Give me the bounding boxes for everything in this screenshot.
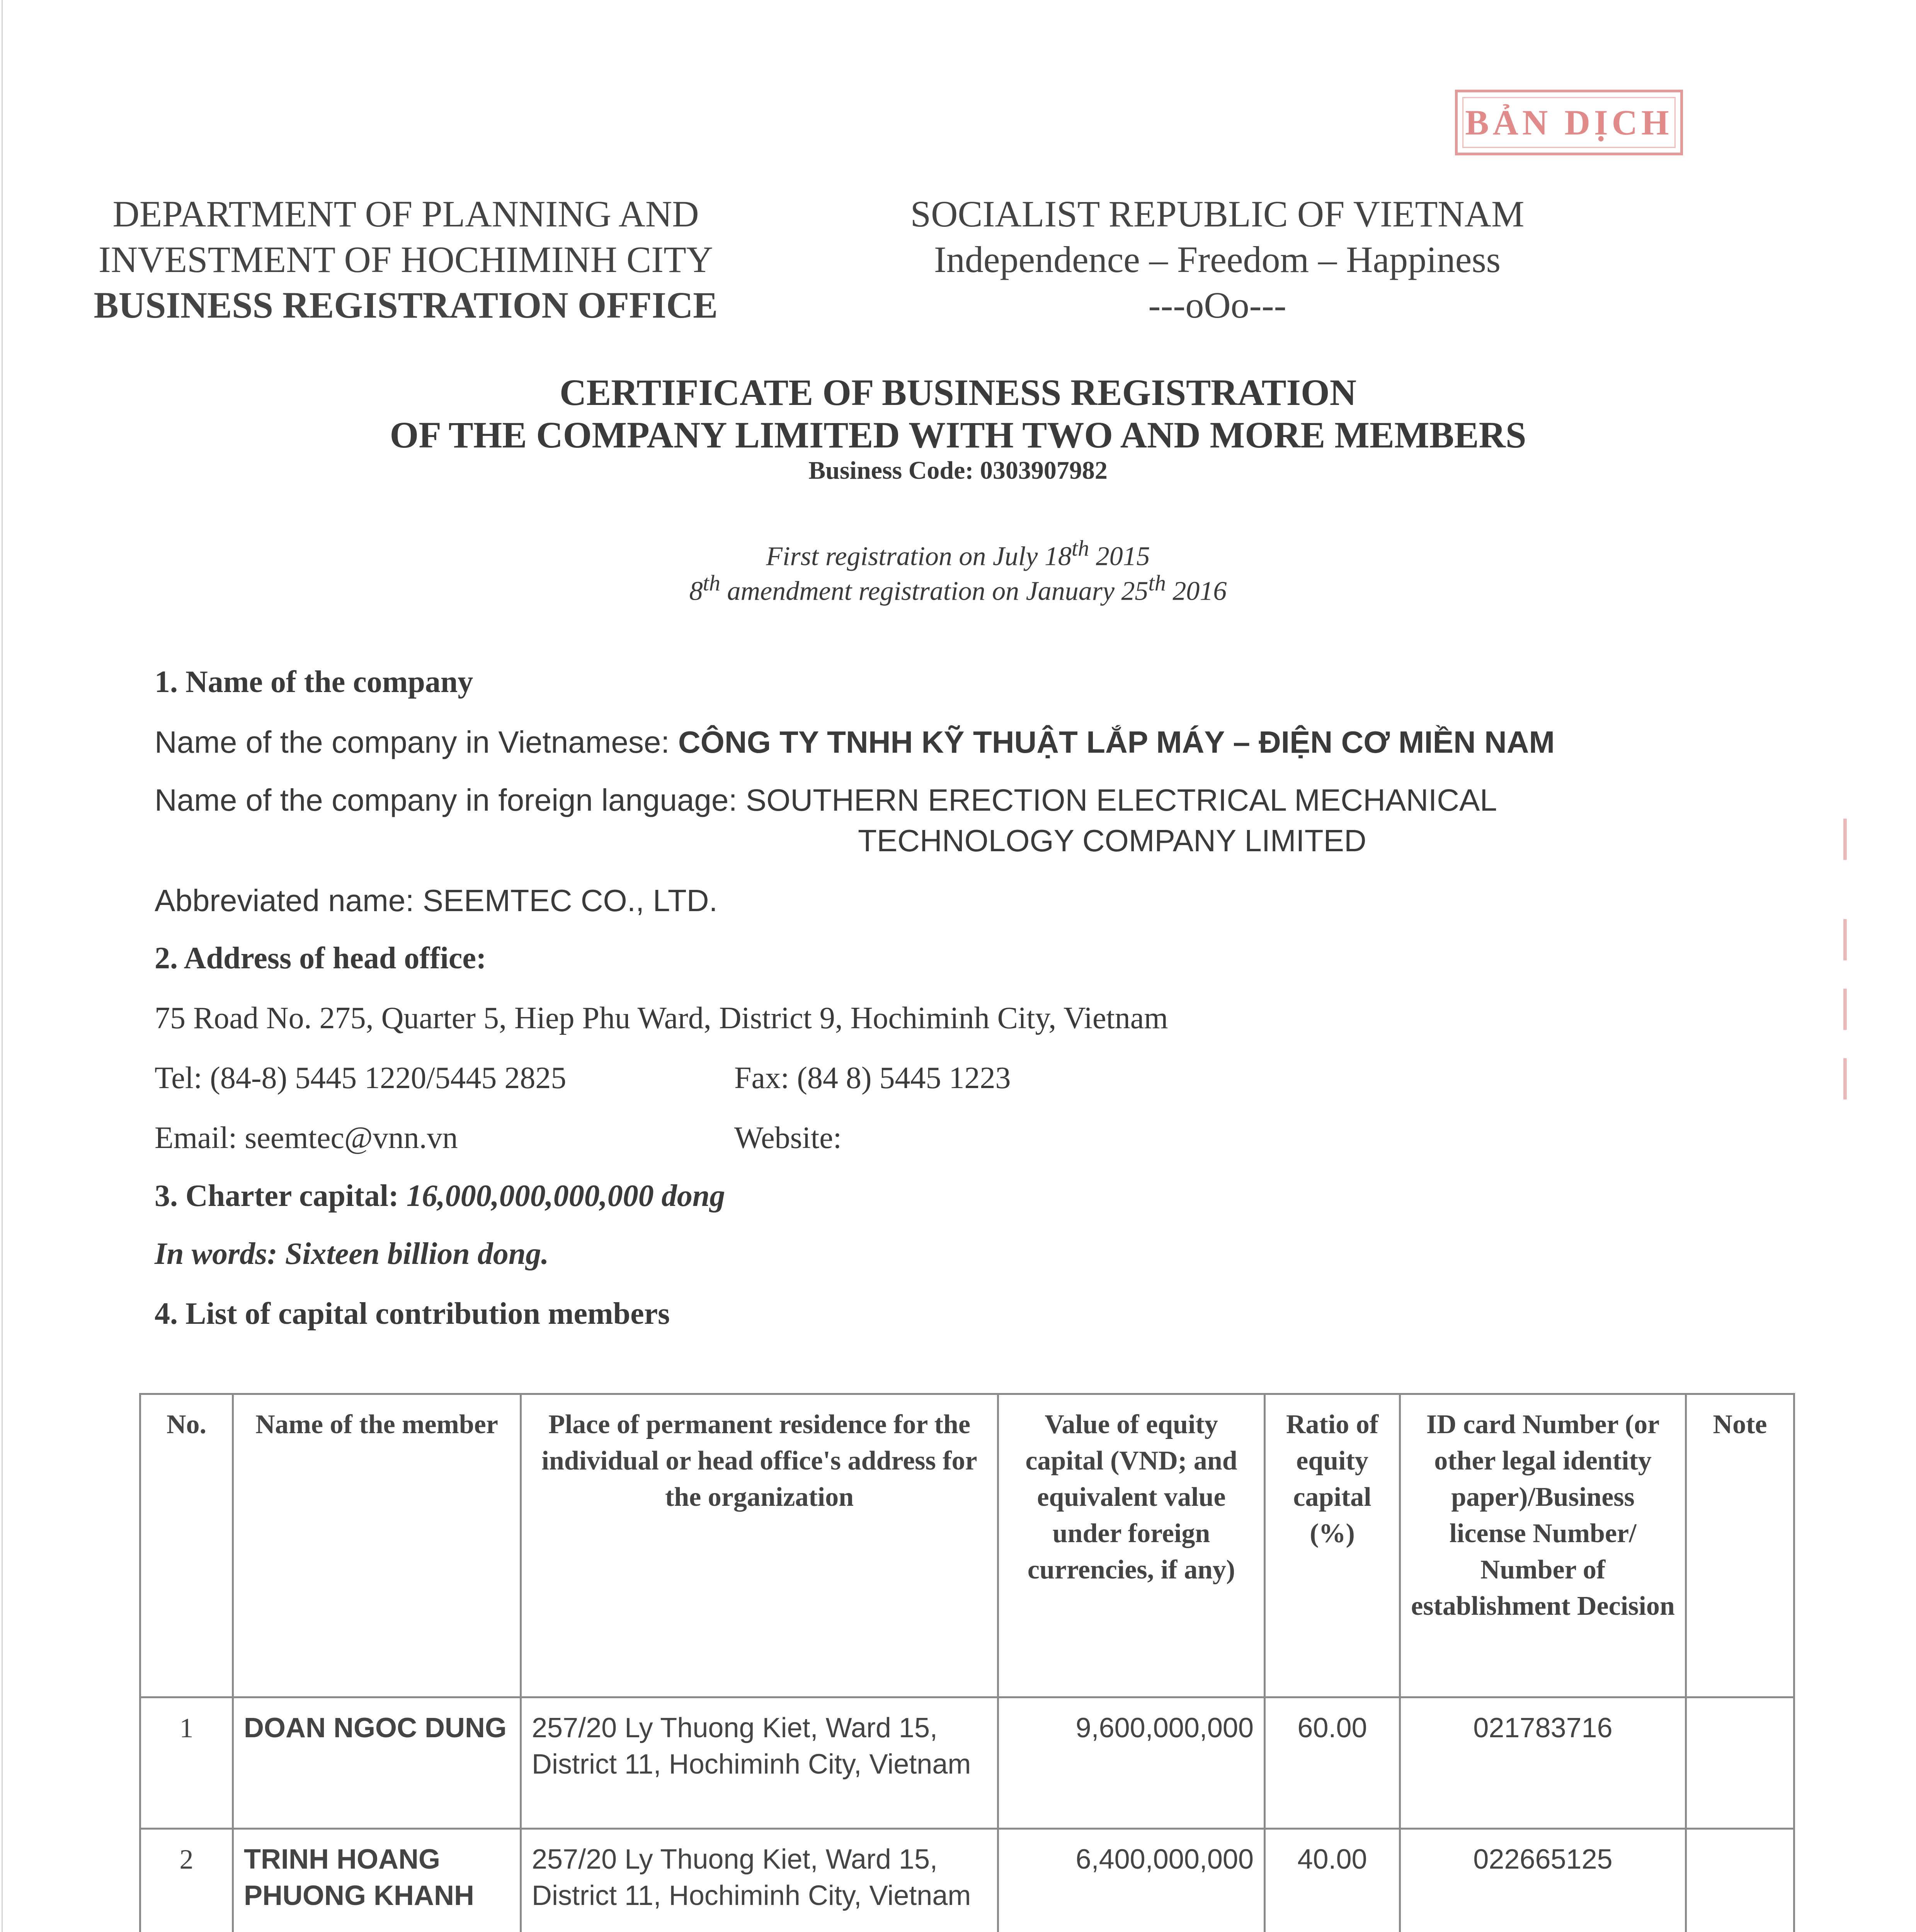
equity-ratio: 40.00 — [1265, 1829, 1400, 1932]
national-motto — [870, 191, 1565, 328]
company-name-foreign-cont: TECHNOLOGY COMPANY LIMITED — [858, 823, 1366, 858]
seal-fragment: ▕ — [1819, 921, 1846, 959]
header-no: No. — [140, 1394, 233, 1697]
header-note: Note — [1686, 1394, 1794, 1697]
section-3-heading: 3. Charter capital: 16,000,000,000,000 dong — [155, 1179, 725, 1213]
id-number: 022665125 — [1400, 1829, 1686, 1932]
first-registration: First registration on July 18th 2015 — [766, 536, 1150, 571]
header-member-name: Name of the member — [233, 1394, 521, 1697]
equity-value: 9,600,000,000 — [998, 1697, 1265, 1829]
table-header-row — [140, 1394, 1794, 1697]
charter-capital-in-words: In words: Sixteen billion dong. — [155, 1237, 549, 1271]
company-name-foreign: Name of the company in foreign language: SOUTHERN ERECTION ELECTRICAL MECHANICAL — [155, 783, 1497, 817]
head-office-address: 75 Road No. 275, Quarter 5, Hiep Phu Ward, District 9, Hochiminh City, Vietnam — [155, 1001, 1168, 1035]
abbreviated-name: Abbreviated name: SEEMTEC CO., LTD. — [155, 883, 718, 918]
stamp-inner-border — [1462, 97, 1676, 148]
document-subtitle: OF THE COMPANY LIMITED WITH TWO AND MORE MEMBERS — [390, 414, 1526, 456]
header-equity-value: Value of equity capital (VND; and equivalent value under foreign currencies, if any) — [998, 1394, 1265, 1697]
member-name: TRINH HOANG PHUONG KHANH — [233, 1829, 521, 1932]
charter-capital-value: 16,000,000,000,000 dong — [406, 1179, 725, 1213]
website: Website: — [734, 1121, 842, 1155]
section-1-heading: 1. Name of the company — [155, 665, 473, 699]
seal-fragment: ▕ — [1819, 821, 1846, 859]
header-residence: Place of permanent residence for the individual or head office's address for the organization — [521, 1394, 998, 1697]
seal-fragment: ▕ — [1819, 991, 1846, 1029]
motto-line-1: SOCIALIST REPUBLIC OF VIETNAM — [910, 193, 1525, 235]
note — [1686, 1829, 1794, 1932]
stamp-text: BẢN DỊCH — [1465, 103, 1673, 142]
member-name: DOAN NGOC DUNG — [233, 1697, 521, 1829]
header-equity-ratio: Ratio of equity capital (%) — [1265, 1394, 1400, 1697]
motto-line-3: ---oOo--- — [1148, 284, 1286, 326]
table-row — [140, 1829, 1794, 1932]
company-name-vietnamese: Name of the company in Vietnamese: CÔNG TY TNHH KỸ THUẬT LẮP MÁY – ĐIỆN CƠ MIỀN NAM — [155, 725, 1555, 759]
page-edge — [2, 0, 3, 1932]
equity-value: 6,400,000,000 — [998, 1829, 1265, 1932]
note — [1686, 1697, 1794, 1829]
motto-line-2: Independence – Freedom – Happiness — [934, 239, 1501, 280]
issuing-authority — [77, 191, 734, 328]
authority-line-2: INVESTMENT OF HOCHIMINH CITY — [98, 239, 713, 280]
seal-fragment: ▕ — [1819, 1060, 1846, 1099]
section-4-heading: 4. List of capital contribution members — [155, 1297, 670, 1331]
row-no: 1 — [140, 1697, 233, 1829]
member-address: 257/20 Ly Thuong Kiet, Ward 15, District 11, Hochiminh City, Vietnam — [521, 1829, 998, 1932]
authority-line-3: BUSINESS REGISTRATION OFFICE — [94, 284, 718, 326]
members-table — [139, 1393, 1795, 1932]
translation-stamp — [1455, 90, 1683, 155]
row-no: 2 — [140, 1829, 233, 1932]
document-title: CERTIFICATE OF BUSINESS REGISTRATION — [559, 372, 1357, 413]
business-code: Business Code: 0303907982 — [808, 456, 1108, 485]
equity-ratio: 60.00 — [1265, 1697, 1400, 1829]
amendment-registration: 8th amendment registration on January 25th 2016 — [689, 570, 1227, 606]
section-2-heading: 2. Address of head office: — [155, 941, 487, 975]
id-number: 021783716 — [1400, 1697, 1686, 1829]
table-row — [140, 1697, 1794, 1829]
email: Email: seemtec@vnn.vn — [155, 1121, 458, 1155]
authority-line-1: DEPARTMENT OF PLANNING AND — [112, 193, 699, 235]
telephone: Tel: (84-8) 5445 1220/5445 2825 — [155, 1061, 567, 1095]
member-address: 257/20 Ly Thuong Kiet, Ward 15, District 11, Hochiminh City, Vietnam — [521, 1697, 998, 1829]
header-id-number: ID card Number (or other legal identity paper)/Business license Number/ Number of establishment Decision — [1400, 1394, 1686, 1697]
fax: Fax: (84 8) 5445 1223 — [734, 1061, 1011, 1095]
